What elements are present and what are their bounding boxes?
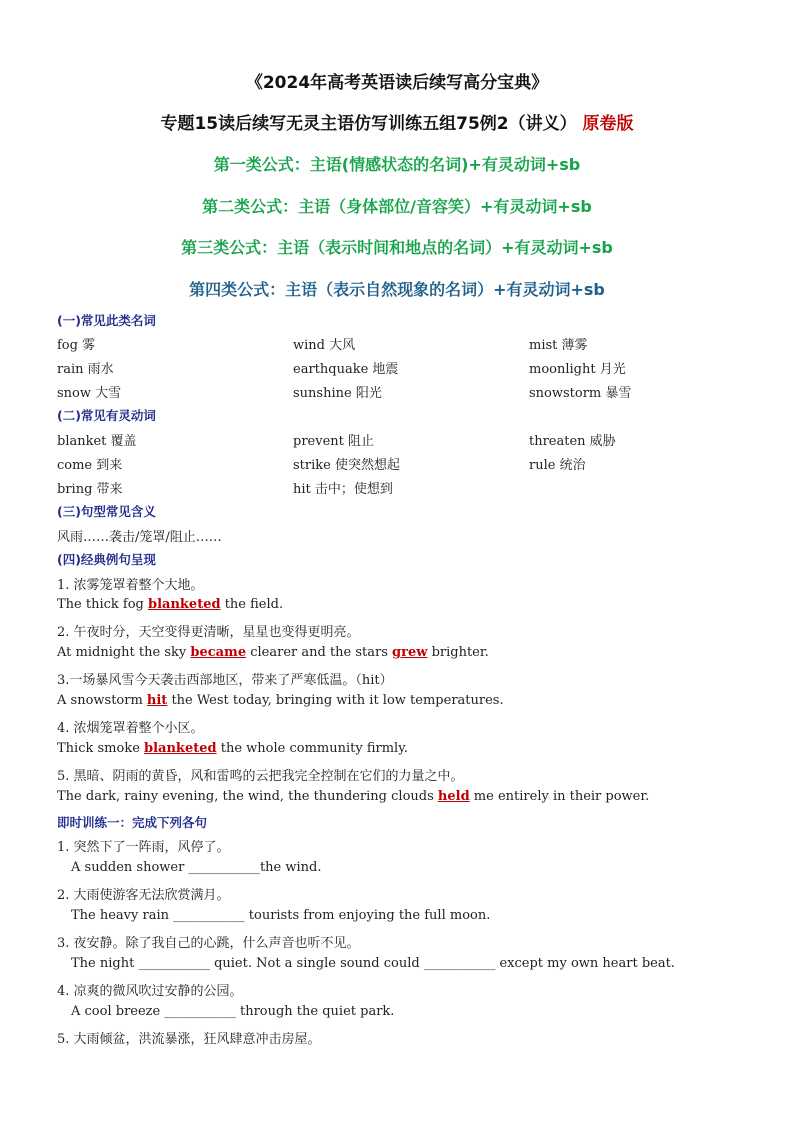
verb-cell: strike 使突然想起: [293, 458, 400, 473]
example-text: A snowstorm: [57, 693, 147, 708]
example-cn: 2. 午夜时分，天空变得更清晰，星星也变得更明亮。: [57, 625, 360, 640]
practice-cn: 1. 突然下了一阵雨，风停了。: [57, 840, 230, 855]
example-text: the field.: [220, 597, 284, 612]
practice-cn: 4. 凉爽的微风吹过安静的公园。: [57, 984, 243, 999]
example-text: brighter.: [427, 645, 489, 660]
practice-en: The night ___________ quiet. Not a single sound could ___________ except my own heart beat.: [71, 956, 675, 971]
noun-cell: mist 薄雾: [529, 338, 588, 353]
example-text: The thick fog: [57, 597, 149, 612]
document-title: 《2024年高考英语读后续写高分宝典》: [245, 73, 549, 93]
document-subtitle: [0, 109, 794, 134]
example-text: At midnight the sky: [57, 645, 191, 660]
example-en: [57, 693, 504, 708]
noun-cell: snowstorm 暴雪: [529, 386, 632, 401]
practice-en: The heavy rain ___________ tourists from enjoying the full moon.: [71, 908, 491, 923]
verb-cell: rule 统治: [529, 458, 586, 473]
example-en: [57, 741, 408, 756]
example-cn: 4. 浓烟笼罩着整个小区。: [57, 721, 204, 736]
verb-cell: hit 击中；使想到: [293, 482, 393, 497]
example-en: [57, 789, 649, 804]
key-verb: became: [190, 645, 247, 660]
practice-cn: 3. 夜安静。除了我自己的心跳，什么声音也听不见。: [57, 936, 360, 951]
formula-1: 第一类公式：主语(情感状态的名词)+有灵动词+sb: [213, 155, 581, 174]
key-verb: held: [437, 789, 470, 804]
example-text: me entirely in their power.: [469, 789, 650, 804]
verb-cell: bring 带来: [57, 482, 123, 497]
section-heading-examples: (四)经典例句呈现: [57, 552, 156, 567]
example-cn: 1. 浓雾笼罩着整个大地。: [57, 578, 204, 593]
meaning-text: 风雨……袭击/笼罩/阻止……: [57, 530, 222, 545]
practice-cn: 5. 大雨倾盆，洪流暴涨，狂风肆意冲击房屋。: [57, 1032, 321, 1047]
noun-cell: wind 大风: [293, 338, 356, 353]
noun-cell: earthquake 地震: [293, 362, 399, 377]
formula-4: 第四类公式：主语（表示自然现象的名词）+有灵动词+sb: [189, 280, 605, 299]
example-en: [57, 597, 283, 612]
key-verb: grew: [392, 645, 428, 660]
noun-cell: rain 雨水: [57, 362, 114, 377]
key-verb: blanketed: [144, 741, 217, 756]
subtitle-tag: 原卷版: [582, 114, 634, 134]
example-text: The dark, rainy evening, the wind, the thundering clouds: [57, 789, 438, 804]
key-verb: hit: [146, 693, 168, 708]
formula-3: 第三类公式：主语（表示时间和地点的名词）+有灵动词+sb: [181, 238, 613, 257]
formula-2: 第二类公式：主语（身体部位/音容笑）+有灵动词+sb: [202, 197, 592, 216]
verb-cell: blanket 覆盖: [57, 434, 137, 449]
practice-en: A sudden shower ___________the wind.: [71, 860, 322, 875]
section-heading-nouns: (一)常见此类名词: [57, 313, 156, 328]
example-text: clearer and the stars: [246, 645, 393, 660]
practice-cn: 2. 大雨使游客无法欣赏满月。: [57, 888, 230, 903]
section-heading-meaning: (三)句型常见含义: [57, 504, 156, 519]
subtitle-text: 专题15读后续写无灵主语仿写训练五组75例2（讲义）: [160, 114, 577, 134]
key-verb: blanketed: [148, 597, 221, 612]
verb-cell: threaten 威胁: [529, 434, 616, 449]
example-text: the whole community firmly.: [216, 741, 408, 756]
noun-cell: moonlight 月光: [529, 362, 626, 377]
verb-cell: come 到来: [57, 458, 123, 473]
example-text: the West today, bringing with it low temperatures.: [167, 693, 504, 708]
practice-heading: 即时训练一：完成下列各句: [57, 815, 208, 830]
example-text: Thick smoke: [57, 741, 145, 756]
section-heading-verbs: (二)常见有灵动词: [57, 408, 156, 423]
example-cn: 3.一场暴风雪今天袭击西部地区，带来了严寒低温。（hit）: [57, 673, 393, 688]
verb-cell: prevent 阻止: [293, 434, 374, 449]
noun-cell: fog 雾: [57, 338, 96, 353]
example-en: [57, 645, 489, 660]
example-cn: 5. 黑暗、阴雨的黄昏，风和雷鸣的云把我完全控制在它们的力量之中。: [57, 769, 464, 784]
practice-en: A cool breeze ___________ through the quiet park.: [71, 1004, 395, 1019]
noun-cell: sunshine 阳光: [293, 386, 382, 401]
noun-cell: snow 大雪: [57, 386, 122, 401]
